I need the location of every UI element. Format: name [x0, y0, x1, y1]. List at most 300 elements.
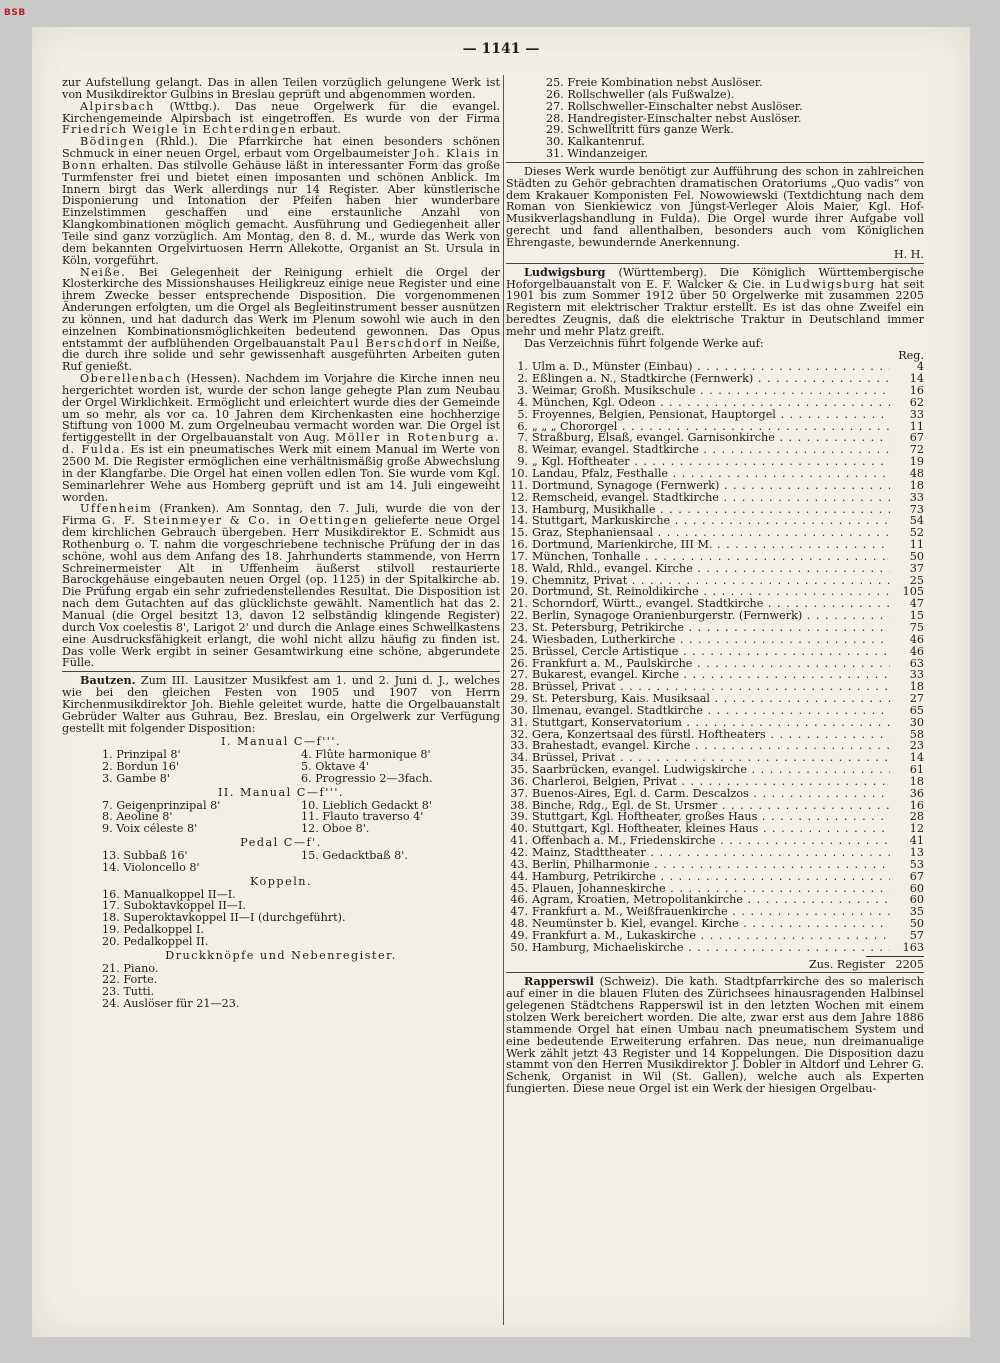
- firm-name: Ludwigsburg: [785, 277, 876, 291]
- organ-register-count: 48: [909, 467, 924, 480]
- organ-list-row: [506, 634, 924, 646]
- article-oberellenbach: [62, 373, 500, 503]
- organ-register-count: 46: [909, 644, 924, 658]
- organ-list-row: [506, 361, 924, 373]
- organ-list-row: [506, 622, 924, 634]
- section-rule: [62, 671, 500, 672]
- organ-register-count: 67: [909, 869, 924, 883]
- article-neisse: [62, 267, 500, 374]
- organ-location: München, Tonhalle . . .: [532, 551, 890, 563]
- organ-list-row: [506, 894, 924, 906]
- register-entry: 10. Lieblich Gedackt 8': [301, 798, 432, 812]
- manual1-registers: [62, 749, 500, 785]
- organ-list-row: [506, 492, 924, 504]
- organ-number: 46.: [510, 893, 528, 907]
- pedal-heading: Pedal C—f'.: [240, 836, 322, 850]
- organ-location: „ „ „ Chororgel . . .: [532, 421, 890, 433]
- organ-location: Stuttgart, Kgl. Hoftheater, kleines Haus . . .: [532, 823, 890, 835]
- organ-number: 37.: [510, 786, 528, 800]
- organ-register-count: 11: [909, 538, 924, 552]
- organ-list-row: [506, 871, 924, 883]
- organ-location: Wald, Rhld., evangel. Kirche . . .: [532, 563, 890, 575]
- organ-register-count: 14: [909, 372, 924, 386]
- organ-number: 15.: [510, 526, 528, 540]
- register-entry: 2. Bordun 16': [102, 760, 179, 774]
- organ-list-row: [506, 740, 924, 752]
- organ-list-row: [506, 551, 924, 563]
- koppeln-list: [62, 889, 500, 948]
- organ-register-count: 54: [909, 514, 924, 528]
- organ-number: 32.: [510, 727, 528, 741]
- organ-register-count: 73: [909, 502, 924, 516]
- organ-location: Stuttgart, Konservatorium . . .: [532, 717, 890, 729]
- organ-list-row: [506, 385, 924, 397]
- organ-register-count: 19: [909, 455, 924, 469]
- organ-location: Stuttgart, Kgl. Hoftheater, großes Haus . . .: [532, 811, 890, 823]
- organ-number: 31.: [510, 715, 528, 729]
- organ-number: 28.: [510, 680, 528, 694]
- organ-location: Wiesbaden, Lutherkirche . . .: [532, 634, 890, 646]
- section-rule: [506, 972, 924, 973]
- organ-register-count: 36: [909, 786, 924, 800]
- organ-location: Dortmund, Marienkirche, III M. . . .: [532, 539, 890, 551]
- article-alpirsbach: [62, 101, 500, 137]
- organ-location: Offenbach a. M., Friedenskirche . . .: [532, 835, 890, 847]
- organ-number: 14.: [510, 514, 528, 528]
- organ-register-count: 16: [909, 384, 924, 398]
- article-text: Zum III. Lausitzer Musikfest am 1. und 2. Juni d. J., welches wie bei den gleichen Festen von 1905 und 1907 von Herrn Kirchenmusikdirektor Joh. Biehle geleitet wurde, hatte die Orgelbauanstalt Gebrüder Walter aus Guhrau, Bez. Breslau, ein Orgelwerk zur Verfügung gestellt mit folgender Disposition:: [62, 674, 500, 735]
- organ-list-row: [506, 918, 924, 930]
- organ-location: Frankfurt a. M., Weißfrauenkirche . . .: [532, 906, 890, 918]
- article-text: in Neiße, die durch ihre solide und sehr gewissenhaft ausgeführten Arbeiten guten Ruf genießt.: [62, 336, 500, 374]
- organ-number: 2.: [517, 372, 528, 386]
- register-entry: 3. Gambe 8': [102, 771, 170, 785]
- register-row: [102, 823, 500, 835]
- organ-register-count: 50: [909, 917, 924, 931]
- organ-list-row: [506, 788, 924, 800]
- organ-register-count: 75: [909, 620, 924, 634]
- organ-number: 23.: [510, 620, 528, 634]
- place-ludwigsburg: Ludwigsburg: [524, 264, 606, 279]
- article-bautzen: [62, 675, 500, 734]
- register-entry: 6. Progressio 2—3fach.: [301, 771, 433, 785]
- article-text: erhalten. Das stilvolle Gehäuse läßt in interessanter Form das große Turmfenster frei und bietet einen imposanten und schönen Anblick. Im Innern birgt das Werk allerdings nur 14 Register. Aber künstlerische Disponierung und Intonation der Pfeifen haben hier wunderbare Einzelstimmen geschaffen und eine erstaunliche Anzahl von Klangkombinationen möglich gemacht. Ausführung und Gediegenheit aller Teile sind ganz vorzüglich. Am Montag, den 8. d. M., wurde das Werk von dem bekannten Orgelvirtuosen Herrn Allekotte, Organist an St. Ursula in Köln, vorgeführt.: [62, 158, 500, 267]
- organ-location: Berlin, Synagoge Oranienburgerstr. (Fernwerk) . . .: [532, 610, 890, 622]
- organ-location: München, Kgl. Odeon . . .: [532, 397, 890, 409]
- organ-number: 40.: [510, 822, 528, 836]
- organ-number: 16.: [510, 538, 528, 552]
- organ-list-row: [506, 847, 924, 859]
- firm-name: Joh. Klais in Bonn: [62, 147, 500, 172]
- article-text: (Franken). Am Sonntag, den 7. Juli, wurde die von der Firma: [62, 502, 500, 528]
- register-entry: 14. Violoncello 8': [102, 860, 200, 874]
- organ-register-count: 4: [916, 360, 924, 374]
- organ-number: 45.: [510, 881, 528, 895]
- organ-number: 25.: [510, 644, 528, 658]
- organ-register-count: 11: [909, 419, 924, 433]
- organ-register-count: 33: [909, 490, 924, 504]
- organ-register-count: 18: [909, 774, 924, 788]
- organ-list-row: [506, 504, 924, 516]
- organ-list-row: [506, 811, 924, 823]
- organ-number: 7.: [517, 431, 528, 445]
- article-text: erbaut.: [296, 123, 341, 137]
- register-entry: 1. Prinzipal 8': [102, 748, 181, 762]
- organ-register-count: 27: [909, 692, 924, 706]
- organ-list-row: [506, 527, 924, 539]
- organ-list-row: [506, 456, 924, 468]
- organ-list-row: [506, 717, 924, 729]
- organ-register-count: 52: [909, 526, 924, 540]
- organ-register-count: 37: [909, 561, 924, 575]
- organ-location: Hamburg, Petrikirche . . .: [532, 871, 890, 883]
- organ-location: Ulm a. D., Münster (Einbau) . . .: [532, 361, 890, 373]
- organ-location: Stuttgart, Markuskirche . . .: [532, 515, 890, 527]
- organ-number: 47.: [510, 905, 528, 919]
- organ-register-count: 41: [909, 834, 924, 848]
- organ-location: Chemnitz, Privat . . .: [532, 575, 890, 587]
- organ-location: Brahestadt, evangel. Kirche . . .: [532, 740, 890, 752]
- organ-register-count: 30: [909, 715, 924, 729]
- place-alpirsbach: Alpirsbach: [80, 99, 155, 113]
- organ-list-row: [506, 563, 924, 575]
- organ-location: Dortmund, St. Reinoldikirche . . .: [532, 586, 890, 598]
- organ-location: Schorndorf, Württ., evangel. Stadtkirche . . .: [532, 598, 890, 610]
- list-item: 21. Piano.: [102, 961, 159, 975]
- druck-list: [62, 963, 500, 1010]
- organ-register-count: 60: [909, 893, 924, 907]
- organ-location: Plauen, Johanneskirche . . .: [532, 883, 890, 895]
- list-item: 17. Suboktavkoppel II—I.: [102, 899, 246, 913]
- organ-register-count: 63: [909, 656, 924, 670]
- place-oberellenbach: Oberellenbach: [80, 372, 182, 386]
- organ-list-row: [506, 480, 924, 492]
- page-number: — 1141 —: [462, 41, 540, 57]
- newspaper-page: [32, 27, 970, 1337]
- organ-location: Dortmund, Synagoge (Fernwerk) . . .: [532, 480, 890, 492]
- organ-list-row: [506, 586, 924, 598]
- list-item: 28. Handregister-Einschalter nebst Auslöser.: [546, 111, 802, 125]
- register-entry: 12. Oboe 8'.: [301, 822, 370, 836]
- organ-location: Froyennes, Belgien, Pensionat, Hauptorgel . . .: [532, 409, 890, 421]
- register-entry: 13. Subbaß 16': [102, 849, 188, 862]
- organ-list-row: [506, 693, 924, 705]
- organ-list-row: [506, 515, 924, 527]
- pedal-registers: [62, 850, 500, 874]
- article-quo-vadis: [506, 166, 924, 249]
- organ-number: 22.: [510, 609, 528, 623]
- organ-number: 9.: [517, 455, 528, 469]
- organ-number: 30.: [510, 703, 528, 717]
- organ-number: 8.: [517, 443, 528, 457]
- register-entry: 5. Oktave 4': [301, 760, 370, 774]
- organ-location: Buenos-Aires, Egl. d. Carm. Descalzos . . .: [532, 788, 890, 800]
- organ-location: Weimar, evangel. Stadtkirche . . .: [532, 444, 890, 456]
- organ-number: 48.: [510, 917, 528, 931]
- organ-register-count: 28: [909, 810, 924, 824]
- organ-register-count: 18: [909, 478, 924, 492]
- organ-location: Ilmenau, evangel. Stadtkirche . . .: [532, 705, 890, 717]
- article-text: (Schweiz). Die kath. Stadtpfarrkirche des so malerisch auf einer in die blauen Fluten des Zürichsees hinausragenden Halbinsel gelegenen Städtchens Rapperswil ist in den letzten Wochen mit einem stolzen Werk bereichert worden. Die alte, zwar erst aus dem Jahre 1886 stammende Orgel hat einen Umbau nach pneumatischem System und eine bedeutende Erweiterung erfahren. Das neue, nun dreimanualige Werk zählt jetzt 43 Register und 14 Koppelungen. Die Disposition dazu stammt von den Herren Musikdirektor J. Dobler in Altdorf und Lehrer G. Schenk, Organist in Wil (St. Gallen), welche auch als Experten fungierten. Diese neue Orgel ist ein Werk der hiesigen Orgelbau-: [506, 975, 924, 1096]
- organ-location: Brüssel, Privat . . .: [532, 752, 890, 764]
- organ-list-row: [506, 373, 924, 385]
- list-item: 25. Freie Kombination nebst Auslöser.: [546, 76, 763, 89]
- organ-location: Frankfurt a. M., Lukaskirche . . .: [532, 930, 890, 942]
- koppeln-heading: Koppeln.: [249, 874, 313, 888]
- article-end-paragraph: zur Aufstellung gelangt. Das in allen Teilen vorzüglich gelungene Werk ist von Musikdirektor Gulbins in Breslau geprüft und abgenommen worden.: [62, 76, 500, 101]
- total-label: Zus. Register: [809, 957, 885, 971]
- organ-number: 41.: [510, 834, 528, 848]
- organ-number: 29.: [510, 692, 528, 706]
- organ-location: Binche, Rdg., Egl. de St. Ursmer . . .: [532, 800, 890, 812]
- column-divider: [503, 75, 504, 1325]
- total-row: [506, 959, 924, 971]
- organ-location: Mainz, Stadttheater . . .: [532, 847, 890, 859]
- organ-location: Gera, Konzertsaal des fürstl. Hoftheaters . . .: [532, 729, 890, 741]
- list-item: 24. Auslöser für 21—23.: [102, 997, 240, 1011]
- organ-register-count: 14: [909, 751, 924, 765]
- list-item: 29. Schwelltritt fürs ganze Werk.: [546, 123, 734, 137]
- organ-list-row: [506, 800, 924, 812]
- organ-register-count: 18: [909, 680, 924, 694]
- firm-name: G. F. Steinmeyer & Co. in Oettingen: [101, 514, 369, 528]
- article-boedingen: [62, 136, 500, 266]
- organ-list-row: [506, 764, 924, 776]
- organ-location: Straßburg, Elsaß, evangel. Garnisonkirche . . .: [532, 432, 890, 444]
- organ-location: „ Kgl. Hoftheater . . .: [532, 456, 890, 468]
- organ-number: 6.: [517, 419, 528, 433]
- organ-number: 43.: [510, 857, 528, 871]
- author-signature: H. H.: [893, 247, 924, 261]
- list-item: 16. Manualkoppel II—I.: [102, 887, 236, 901]
- article-ludwigsburg: [506, 264, 924, 338]
- organ-register-count: 25: [909, 573, 924, 587]
- organ-register-count: 47: [909, 597, 924, 611]
- article-rapperswil: [506, 976, 924, 1094]
- register-entry: 11. Flauto traverso 4': [301, 810, 424, 824]
- place-bautzen: Bautzen.: [80, 673, 136, 688]
- organ-number: 26.: [510, 656, 528, 670]
- firm-name: Möller in Rotenburg a. d. Fulda.: [62, 431, 500, 457]
- organ-list-row: [506, 539, 924, 551]
- organ-location: Saarbrücken, evangel. Ludwigskirche . . .: [532, 764, 890, 776]
- organ-number: 38.: [510, 798, 528, 812]
- organ-location: Landau, Pfalz, Festhalle . . .: [532, 468, 890, 480]
- organ-location: Weimar, Großh. Musikschule . . .: [532, 385, 890, 397]
- organ-location: Frankfurt a. M., Paulskirche . . .: [532, 658, 890, 670]
- organ-list-row: [506, 598, 924, 610]
- organ-list-row: [506, 859, 924, 871]
- bsb-watermark: BSB: [4, 8, 26, 18]
- list-item: 27. Rollschweller-Einschalter nebst Auslöser.: [546, 99, 803, 113]
- organ-register-count: 163: [902, 940, 924, 954]
- organ-location: Hamburg, Musikhalle . . .: [532, 504, 890, 516]
- list-item: 30. Kalkantenruf.: [546, 135, 645, 149]
- organ-list-row: [506, 409, 924, 421]
- organ-list-row: [506, 669, 924, 681]
- organ-location: St. Petersburg, Kais. Musiksaal . . .: [532, 693, 890, 705]
- organ-register-count: 57: [909, 928, 924, 942]
- section-rule: [506, 162, 924, 163]
- organ-number: 42.: [510, 846, 528, 859]
- organ-location: Bukarest, evangel. Kirche . . .: [532, 669, 890, 681]
- organ-register-count: 12: [909, 822, 924, 836]
- article-text: hat seit 1901 bis zum Sommer 1912 über 50 Orgelwerke mit zusammen 2205 Registern mit elektrischer Traktur erstellt. Es ist das ohne Zweifel ein beredtes Zeugnis, daß die elektrische Traktur in Deutschland immer mehr und mehr Platz greift.: [506, 277, 924, 338]
- register-row: [102, 773, 500, 785]
- register-entry: 15. Gedacktbaß 8'.: [301, 849, 408, 862]
- list-item: 18. Superoktavkoppel II—I (durchgeführt).: [102, 911, 346, 925]
- sum-rule: [866, 956, 924, 957]
- article-text: Bei Gelegenheit der Reinigung erhielt die Orgel der Klosterkirche des Missionshauses Heiligkreuz einige neue Register und eine ihrem Zwecke besser entsprechende Disposition. Die vorgenommenen Änderungen erfolgten, um die Orgel als Begleitinstrument besser ausnützen zu können, und hat dadurch das Werk im Plenum sowohl wie auch in den einzelnen Kombinationsmöglichkeiten bedeutend gewonnen. Das Opus entstammt der aufblühenden Orgelbauanstalt: [62, 265, 500, 350]
- organ-location: St. Petersburg, Petrikirche . . .: [532, 622, 890, 634]
- organ-list-row: [506, 397, 924, 409]
- organ-list-row: [506, 752, 924, 764]
- organ-list-row: [506, 432, 924, 444]
- organ-register-count: 23: [909, 739, 924, 753]
- organ-list-row: [506, 705, 924, 717]
- organ-number: 24.: [510, 632, 528, 646]
- list-item: 20. Pedalkoppel II.: [102, 934, 209, 948]
- left-column: [62, 77, 500, 1010]
- organ-location: Neumünster b. Kiel, evangel. Kirche . . .: [532, 918, 890, 930]
- article-text: (Hessen). Nachdem im Vorjahre die Kirche innen neu hergerichtet worden ist, wurde der schon lange gehegte Plan zum Neubau der Orgel Wirklichkeit. Ermöglicht und erleichtert wurde dies der Gemeinde um so mehr, als vor ca. 10 Jahren dem Kirchenkasten eine hochherzige Stiftung von 1000 M. zum Orgelneubau vermacht worden war. Die Orgel ist fertiggestellt in der Orgelbauanstalt von Aug.: [62, 372, 500, 445]
- organ-location: Charleroi, Belgien, Privat . . .: [532, 776, 890, 788]
- total-value: 2205: [895, 957, 924, 971]
- organ-number: 36.: [510, 774, 528, 788]
- organ-number: 12.: [510, 490, 528, 504]
- register-entry: 8. Aeoline 8': [102, 810, 173, 824]
- organ-number: 21.: [510, 597, 528, 611]
- place-rapperswil: Rapperswil: [524, 974, 594, 989]
- article-text: Dieses Werk wurde benötigt zur Aufführung des schon in zahlreichen Städten zu Gehör gebrachten dramatischen Oratoriums „Quo vadis“ von dem Krakauer Komponisten Fel. Nowowiewski (Textdichtung nach dem Roman von Sienkiewicz von Jüngst-Verleger Alois Maier, Kgl. Hof-Musikverlagshandlung in Fulda). Die Orgel wurde ihrer Aufgabe voll gerecht und fand allenthalben, besonders auch vom Königlichen Ehrengaste, bewundernde Anerkennung.: [506, 164, 924, 249]
- organ-number: 39.: [510, 810, 528, 824]
- organ-location: Eßlingen a. N., Stadtkirche (Fernwerk) . . .: [532, 373, 890, 385]
- right-column: [506, 77, 924, 1095]
- manual2-heading: II. Manual C—f'''.: [218, 785, 344, 799]
- organ-register-count: 62: [909, 395, 924, 409]
- organ-list-row: [506, 776, 924, 788]
- organ-list-row: [506, 421, 924, 433]
- manual1-heading: I. Manual C—f'''.: [220, 735, 342, 749]
- manual2-registers: [62, 800, 500, 836]
- article-text: (Wttbg.). Das neue Orgelwerk für die evangel. Kirchengemeinde Alpirsbach ist eingetroffen. Es wurde von der Firma: [62, 99, 500, 125]
- firm-name: Paul Berschdorf: [329, 336, 443, 350]
- organ-register-count: 67: [909, 431, 924, 445]
- organ-register-count: 105: [902, 585, 924, 599]
- organ-number: 1.: [517, 360, 528, 374]
- organ-register-count: 60: [909, 881, 924, 895]
- organ-list-row: [506, 575, 924, 587]
- organ-list-row: [506, 610, 924, 622]
- organ-list: [506, 361, 924, 953]
- organ-number: 4.: [517, 395, 528, 409]
- organ-number: 34.: [510, 751, 528, 765]
- organ-register-count: 65: [909, 703, 924, 717]
- organ-register-count: 16: [909, 798, 924, 812]
- place-boedingen: Bödingen: [80, 135, 146, 149]
- organ-number: 49.: [510, 928, 528, 942]
- register-row: [102, 862, 500, 874]
- register-list-continued: [506, 77, 924, 160]
- organ-list-row: [506, 444, 924, 456]
- organ-register-count: 13: [909, 846, 924, 859]
- druck-heading: Druckknöpfe und Nebenregister.: [165, 948, 397, 962]
- list-item: 19. Pedalkoppel I.: [102, 923, 204, 937]
- article-text: gelieferte neue Orgel dem kirchlichen Gebrauch übergeben. Herr Musikdirektor E. Schmidt aus Rothenburg o. T. nahm die vorgeschriebene technische Prüfung der in das schöne, wohl aus dem Anfang des 18. Jahrhunderts stammende, von Herrn Schreinermeister Alt in Uffenheim äußerst stilvoll restaurierte Barockgehäuse eingebauten neuen Orgel (op. 1125) in der Spitalkirche ab. Die Prüfung ergab ein sehr zufriedenstellendes Resultat. Die Disposition ist nach dem Gutachten auf das glücklichste gewählt. Namentlich hat das 2. Manual (die Orgel besitzt 13, davon 12 selbständig klingende Register) durch Vox coelestis 8', Larigot 2' und durch die Anlage eines Schwellkastens eine Ausdrucksfähigkeit erlangt, die wohl nicht allzu häufig zu finden ist. Das volle Werk ergibt in seiner Gesamtwirkung eine schöne, abgerundete Fülle.: [62, 514, 500, 670]
- organ-number: 50.: [510, 940, 528, 954]
- reg-column-label: Reg.: [898, 348, 924, 362]
- register-entry: 9. Voix céleste 8': [102, 822, 198, 836]
- list-item: 22. Forte.: [102, 973, 158, 987]
- place-uffenheim: Uffenheim: [80, 502, 153, 516]
- organ-list-row: [506, 835, 924, 847]
- section-rule: [506, 263, 924, 264]
- organ-number: 18.: [510, 561, 528, 575]
- organ-number: 11.: [510, 478, 528, 492]
- organ-register-count: 33: [909, 407, 924, 421]
- organ-number: 13.: [510, 502, 528, 516]
- organ-location: Agram, Kroatien, Metropolitankirche . . .: [532, 894, 890, 906]
- organ-list-row: [506, 942, 924, 954]
- article-text: (Württemberg). Die Königlich Württembergische Hoforgelbauanstalt von E. F. Walcker & Cie. in: [506, 265, 924, 291]
- organ-register-count: 35: [909, 905, 924, 919]
- organ-register-count: 33: [909, 668, 924, 682]
- organ-number: 5.: [517, 407, 528, 421]
- organ-register-count: 58: [909, 727, 924, 741]
- organ-list-row: [506, 681, 924, 693]
- organ-register-count: 53: [909, 857, 924, 871]
- organ-register-count: 50: [909, 549, 924, 563]
- organ-list-row: [506, 883, 924, 895]
- organ-number: 44.: [510, 869, 528, 883]
- organ-location: Brüssel, Cercle Artistique . . .: [532, 646, 890, 658]
- list-intro: Das Verzeichnis führt folgende Werke auf:: [524, 336, 764, 350]
- organ-number: 10.: [510, 467, 528, 480]
- organ-number: 27.: [510, 668, 528, 682]
- organ-number: 17.: [510, 549, 528, 563]
- organ-list-row: [506, 468, 924, 480]
- organ-list-row: [506, 823, 924, 835]
- organ-location: Hamburg, Michaeliskirche . . .: [532, 942, 890, 954]
- firm-name: Friedrich Weigle in Echterdingen: [62, 123, 297, 137]
- organ-number: 3.: [517, 384, 528, 398]
- organ-list-row: [506, 729, 924, 741]
- organ-number: 19.: [510, 573, 528, 587]
- register-entry: [301, 862, 500, 874]
- organ-list-row: [506, 658, 924, 670]
- organ-list-row: [506, 906, 924, 918]
- organ-number: 33.: [510, 739, 528, 753]
- organ-location: Brüssel, Privat . . .: [532, 681, 890, 693]
- register-entry: 7. Geigenprinzipal 8': [102, 798, 221, 812]
- organ-register-count: 72: [909, 443, 924, 457]
- organ-list-row: [506, 930, 924, 942]
- organ-register-count: 61: [909, 763, 924, 777]
- article-text: (Rhld.). Die Pfarrkirche hat einen besonders schönen Schmuck in einer neuen Orgel, erbaut vom Orgelbaumeister: [62, 135, 500, 161]
- list-item: 26. Rollschweller (als Fußwalze).: [546, 87, 735, 101]
- article-uffenheim: [62, 503, 500, 669]
- organ-number: 20.: [510, 585, 528, 599]
- organ-register-count: 15: [909, 609, 924, 623]
- organ-location: Remscheid, evangel. Stadtkirche . . .: [532, 492, 890, 504]
- organ-list-row: [506, 646, 924, 658]
- organ-number: 35.: [510, 763, 528, 777]
- article-text: Es ist ein pneumatisches Werk mit einem Manual im Werte von 2500 M. Die Register ermöglichen eine verhältnismäßig große Abwechslung in der Klangfarbe. Die Orgel hat einen vollen edlen Ton. Sie wurde vom Kgl. Seminarlehrer Wehe aus Homberg geprüft und ist am 14. Juli eingeweiht worden.: [62, 443, 501, 504]
- organ-register-count: 46: [909, 632, 924, 646]
- list-item: 31. Windanzeiger.: [546, 147, 649, 161]
- register-entry: 4. Flûte harmonique 8': [301, 748, 431, 762]
- list-item: 23. Tutti.: [102, 985, 155, 999]
